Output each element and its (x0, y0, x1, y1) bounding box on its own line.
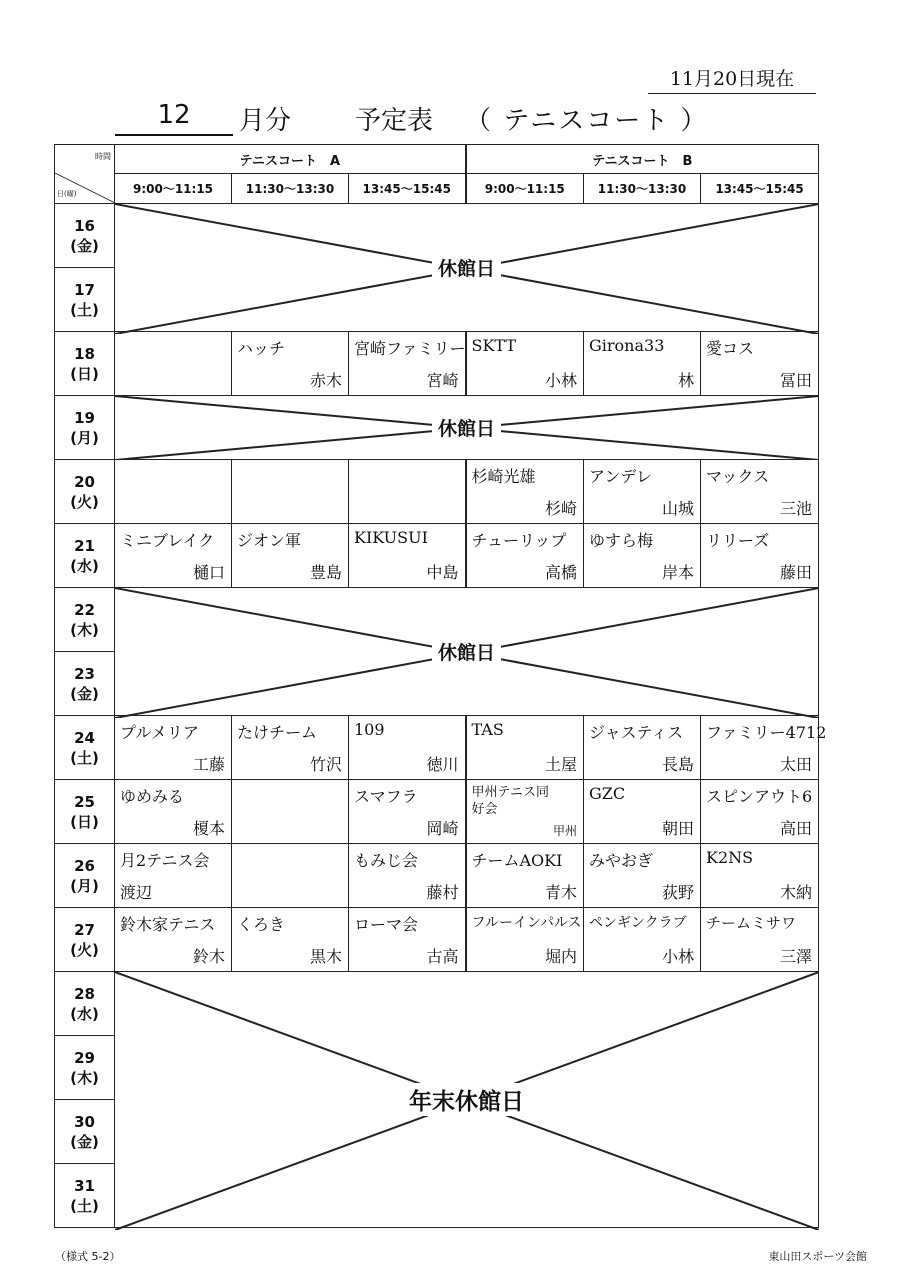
booking-slot[interactable] (466, 716, 584, 780)
day-cell (55, 1036, 115, 1100)
contact-name: 荻野 (661, 883, 694, 902)
day-cell (55, 396, 115, 460)
day-cell (55, 588, 115, 652)
day-cell (55, 652, 115, 716)
contact-name: 豊島 (309, 563, 342, 582)
court-a-header: テニスコート A (115, 145, 466, 174)
day-cell (55, 1164, 115, 1228)
team-name: ジャスティス (589, 723, 684, 742)
booking-slot[interactable] (701, 460, 819, 524)
day-weekday: (金) (70, 236, 99, 255)
booking-slot[interactable] (466, 844, 584, 908)
booking-slot[interactable] (701, 780, 819, 844)
closed-label: 休館日 (432, 414, 501, 441)
booking-slot[interactable] (701, 844, 819, 908)
contact-name: 藤村 (426, 883, 459, 902)
booking-slot[interactable] (115, 332, 232, 396)
booking-slot[interactable] (466, 780, 584, 844)
booking-slot[interactable] (584, 460, 701, 524)
booking-slot[interactable] (232, 332, 349, 396)
court-b-header: テニスコート B (466, 145, 819, 174)
team-name: SKTT (471, 336, 517, 355)
day-cell (55, 972, 115, 1036)
team-name: TAS (471, 720, 504, 739)
team-name: ミニブレイク (120, 531, 215, 550)
day-date: 30 (74, 1112, 95, 1131)
title-court-label: （ テニスコート ） (465, 106, 709, 136)
booking-slot[interactable] (466, 460, 584, 524)
day-weekday: (日) (70, 812, 99, 831)
team-name: マックス (706, 467, 770, 486)
booking-slot[interactable] (232, 460, 349, 524)
contact-name: 赤木 (309, 371, 342, 390)
team-name: リリーズ (706, 531, 770, 550)
contact-name: 甲州 (552, 824, 577, 838)
closed-block (115, 396, 819, 460)
booking-slot[interactable] (701, 716, 827, 780)
time-slot-header: 9:00～11:15 (115, 174, 232, 204)
contact-name: 藤田 (780, 563, 813, 582)
contact-name: 樋口 (192, 563, 225, 582)
booking-slot[interactable] (584, 524, 701, 588)
contact-name: 榎本 (192, 819, 225, 838)
booking-slot[interactable] (466, 332, 584, 396)
closed-label: 休館日 (432, 254, 501, 281)
team-name: K2NS (706, 848, 754, 867)
day-weekday: (土) (70, 1196, 99, 1215)
booking-slot[interactable] (349, 844, 466, 908)
booking-slot[interactable] (115, 460, 232, 524)
booking-slot[interactable] (349, 780, 466, 844)
contact-name: 鈴木 (192, 947, 225, 966)
closed-label: 休館日 (432, 638, 501, 665)
booking-slot[interactable] (232, 780, 349, 844)
contact-name: 木納 (780, 883, 813, 902)
corner-time-label: 時間 (95, 152, 111, 161)
booking-slot[interactable] (466, 524, 584, 588)
booking-slot[interactable] (349, 716, 466, 780)
contact-name: 長島 (661, 755, 694, 774)
contact-name: 岡崎 (426, 819, 459, 838)
page-title (115, 100, 815, 140)
contact-name: 竹沢 (309, 755, 342, 774)
day-weekday: (水) (70, 1004, 99, 1023)
day-cell (55, 844, 115, 908)
team-name: 杉崎光雄 (471, 467, 536, 486)
team-name: ハッチ (237, 339, 286, 358)
booking-slot[interactable] (232, 844, 349, 908)
time-slot-header: 13:45～15:45 (349, 174, 466, 204)
booking-slot[interactable] (701, 908, 819, 972)
day-weekday: (土) (70, 748, 99, 767)
day-cell (55, 460, 115, 524)
contact-name: 三池 (780, 499, 813, 518)
booking-slot[interactable] (701, 524, 819, 588)
title-schedule-label: 予定表 (355, 106, 434, 136)
team-name: 宮崎ファミリー (354, 339, 466, 358)
contact-name: 工藤 (192, 755, 225, 774)
team-name: Girona33 (589, 336, 665, 355)
day-date: 28 (74, 984, 95, 1003)
day-date: 22 (74, 600, 95, 619)
booking-slot[interactable] (584, 908, 701, 972)
title-month-label: 月分 (239, 106, 292, 136)
team-name: ゆめみる (120, 787, 185, 806)
contact-name: 杉崎 (544, 499, 577, 518)
booking-slot[interactable] (232, 524, 349, 588)
day-date: 31 (74, 1176, 95, 1195)
contact-name: 林 (677, 371, 694, 390)
day-cell (55, 268, 115, 332)
day-date: 17 (74, 280, 95, 299)
booking-slot[interactable] (115, 524, 232, 588)
contact-name: 徳川 (426, 755, 459, 774)
time-slot-header: 11:30～13:30 (584, 174, 701, 204)
booking-slot[interactable] (349, 524, 466, 588)
contact-name: 小林 (544, 371, 577, 390)
team-name: 月2テニス会 (120, 851, 210, 870)
booking-slot[interactable] (466, 908, 584, 972)
day-weekday: (火) (70, 940, 99, 959)
contact-name: 太田 (780, 755, 813, 774)
booking-slot[interactable] (349, 332, 466, 396)
team-name: チューリップ (471, 531, 567, 550)
title-month: 12 (115, 100, 233, 136)
contact-name: 古高 (426, 947, 459, 966)
team-name: チームミサワ (706, 914, 797, 932)
time-slot-header: 9:00～11:15 (466, 174, 584, 204)
contact-name: 小林 (661, 947, 694, 966)
day-date: 25 (74, 792, 95, 811)
day-weekday: (金) (70, 1132, 99, 1151)
team-name: もみじ会 (354, 851, 419, 870)
day-weekday: (月) (70, 876, 99, 895)
contact-name: 宮崎 (426, 371, 459, 390)
day-date: 16 (74, 216, 95, 235)
day-date: 23 (74, 664, 95, 683)
team-name: たけチーム (237, 723, 318, 742)
form-number: （様式 5-2） (55, 1250, 121, 1263)
booking-slot[interactable] (584, 844, 701, 908)
contact-name: 岸本 (661, 563, 694, 582)
contact-name: 中島 (426, 563, 459, 582)
contact-name: 黒木 (309, 947, 342, 966)
closed-label: 年末休館日 (403, 1083, 530, 1116)
booking-slot[interactable] (701, 332, 819, 396)
contact-name: 山城 (661, 499, 694, 518)
contact-name: 青木 (544, 883, 577, 902)
team-name: アンデレ (589, 467, 653, 486)
day-weekday: (木) (70, 1068, 99, 1087)
team-name: 甲州テニス同好会 (471, 785, 549, 817)
team-name: ジオン軍 (237, 531, 302, 550)
contact-name: 冨田 (780, 371, 813, 390)
team-name: ゆすら梅 (589, 531, 654, 550)
closed-block (115, 588, 819, 716)
booking-slot[interactable] (584, 332, 701, 396)
booking-slot[interactable] (232, 908, 349, 972)
team-name: くろき (237, 915, 286, 934)
day-date: 29 (74, 1048, 95, 1067)
contact-name: 高田 (780, 819, 813, 838)
day-date: 24 (74, 728, 95, 747)
booking-slot[interactable] (584, 780, 701, 844)
corner-day-label: 日(曜) (57, 190, 77, 198)
day-weekday: (土) (70, 300, 99, 319)
team-name: チームAOKI (471, 851, 563, 870)
time-slot-header: 13:45～15:45 (701, 174, 819, 204)
team-name: プルメリア (120, 723, 199, 742)
day-date: 21 (74, 536, 95, 555)
day-weekday: (日) (70, 364, 99, 383)
team-name: ペンギンクラブ (589, 915, 687, 931)
team-name: スピンアウト6 (706, 787, 813, 806)
booking-slot[interactable] (349, 460, 466, 524)
day-date: 20 (74, 472, 95, 491)
contact-name: 渡辺 (120, 883, 153, 902)
contact-name: 堀内 (544, 947, 577, 966)
closed-block (115, 204, 819, 332)
booking-slot[interactable] (584, 716, 701, 780)
day-weekday: (月) (70, 428, 99, 447)
team-name: みやおぎ (589, 851, 654, 870)
day-cell (55, 332, 115, 396)
team-name: ファミリー4712 (706, 723, 827, 742)
day-cell (55, 716, 115, 780)
team-name: フルーインパルス (471, 915, 582, 931)
booking-slot[interactable] (115, 844, 232, 908)
day-cell (55, 908, 115, 972)
day-weekday: (火) (70, 492, 99, 511)
day-cell (55, 524, 115, 588)
day-weekday: (水) (70, 556, 99, 575)
booking-slot[interactable] (115, 908, 232, 972)
day-date: 19 (74, 408, 95, 427)
team-name: 109 (354, 720, 385, 739)
as-of-date: 11月20日現在 (648, 64, 816, 94)
team-name: GZC (589, 784, 626, 803)
day-cell (55, 780, 115, 844)
day-weekday: (木) (70, 620, 99, 639)
day-weekday: (金) (70, 684, 99, 703)
schedule-table (54, 144, 827, 1228)
closed-block (115, 972, 819, 1228)
day-date: 27 (74, 920, 95, 939)
booking-slot[interactable] (349, 908, 466, 972)
contact-name: 高橋 (544, 563, 577, 582)
contact-name: 朝田 (661, 819, 694, 838)
booking-slot[interactable] (115, 780, 232, 844)
venue-name: 東山田スポーツ会館 (768, 1250, 867, 1263)
day-cell (55, 204, 115, 268)
booking-slot[interactable] (115, 716, 232, 780)
day-cell (55, 1100, 115, 1164)
contact-name: 三澤 (780, 947, 813, 966)
day-date: 26 (74, 856, 95, 875)
team-name: ローマ会 (354, 915, 419, 934)
contact-name: 土屋 (544, 755, 577, 774)
team-name: 鈴木家テニス (120, 915, 216, 934)
day-date: 18 (74, 344, 95, 363)
team-name: KIKUSUI (354, 528, 428, 547)
team-name: スマフラ (354, 787, 418, 806)
corner-header-cell (55, 145, 115, 204)
booking-slot[interactable] (232, 716, 349, 780)
team-name: 愛コス (706, 339, 755, 358)
time-slot-header: 11:30～13:30 (232, 174, 349, 204)
